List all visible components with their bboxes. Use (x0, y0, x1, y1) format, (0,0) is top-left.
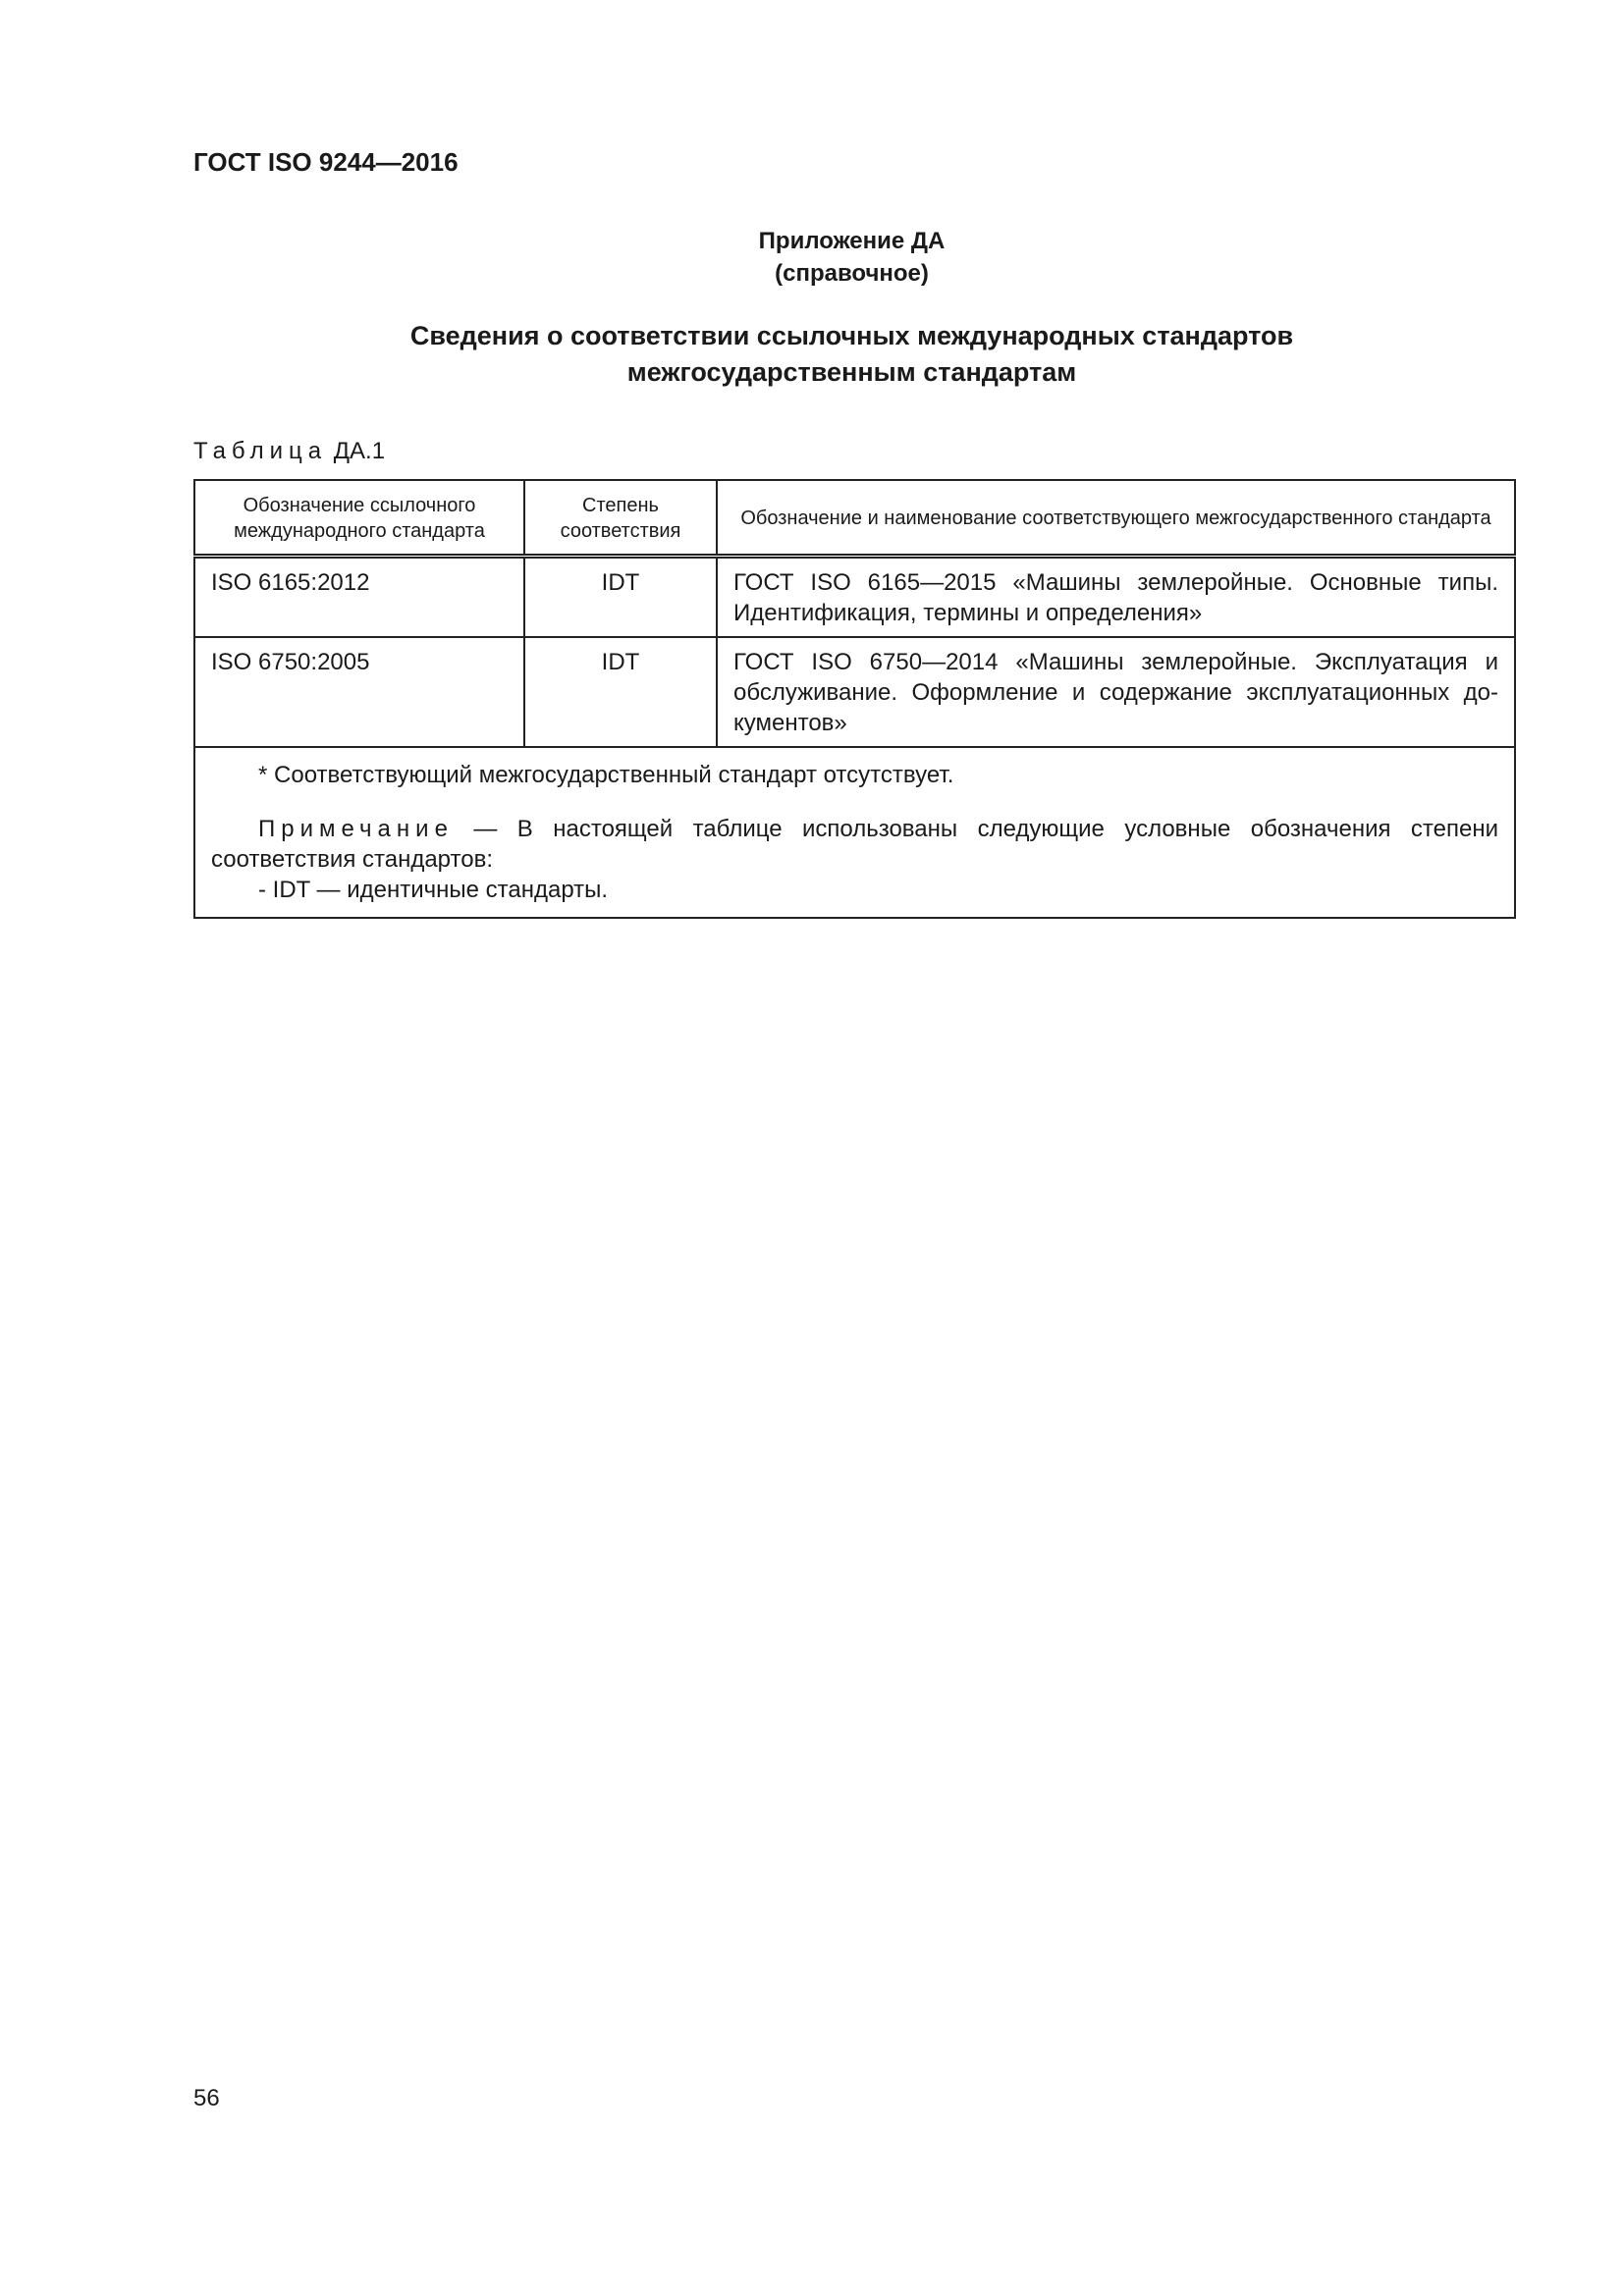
appendix-subtitle: (справочное) (775, 260, 929, 287)
cell-ref: ISO 6750:2005 (194, 637, 524, 747)
note-text: — В настоящей таблице использованы следующие условные обозначения степени соответствия стандартов: (211, 816, 1498, 873)
note-label: Примечание (258, 816, 454, 842)
column-header-name: Обозначение и наименование соответствующего межгосударственного стандарта (717, 480, 1515, 557)
column-header-ref: Обозначение ссылочного международного стандарта (194, 480, 524, 557)
table-label-word: Таблица (193, 438, 328, 464)
section-title-line-2: межгосударственным стандартам (626, 357, 1077, 387)
table-label-number: ДА.1 (327, 438, 386, 464)
cell-name: ГОСТ ISO 6165—2015 «Машины землеройные. Основные типы. Идентификация, термины и определения» (717, 557, 1515, 638)
appendix-title: Приложение ДА (758, 228, 946, 254)
table-header-row (194, 480, 1515, 557)
page-number: 56 (193, 2085, 220, 2111)
appendix-heading (0, 225, 1624, 290)
table-row (194, 557, 1515, 638)
cell-ref: ISO 6165:2012 (194, 557, 524, 638)
table-row (194, 637, 1515, 747)
table-footer-row (194, 747, 1515, 918)
section-title (0, 318, 1624, 391)
table-notes (194, 747, 1515, 918)
cell-name: ГОСТ ISO 6750—2014 «Машины землеройные. Эксплуатация и обслуживание. Оформление и содержание эксплуатационных до-кументов» (717, 637, 1515, 747)
table-label (193, 438, 385, 465)
note (211, 814, 1498, 875)
column-header-degree: Степень соответствия (524, 480, 717, 557)
document-code: ГОСТ ISO 9244—2016 (193, 147, 459, 177)
footnote: * Соответствующий межгосударственный стандарт отсутствует. (258, 762, 954, 788)
cell-degree: IDT (524, 557, 717, 638)
note-list-item: - IDT — идентичные стандарты. (258, 877, 609, 903)
cell-degree: IDT (524, 637, 717, 747)
correspondence-table (193, 479, 1514, 919)
section-title-line-1: Сведения о соответствии ссылочных международных стандартов (409, 321, 1294, 350)
